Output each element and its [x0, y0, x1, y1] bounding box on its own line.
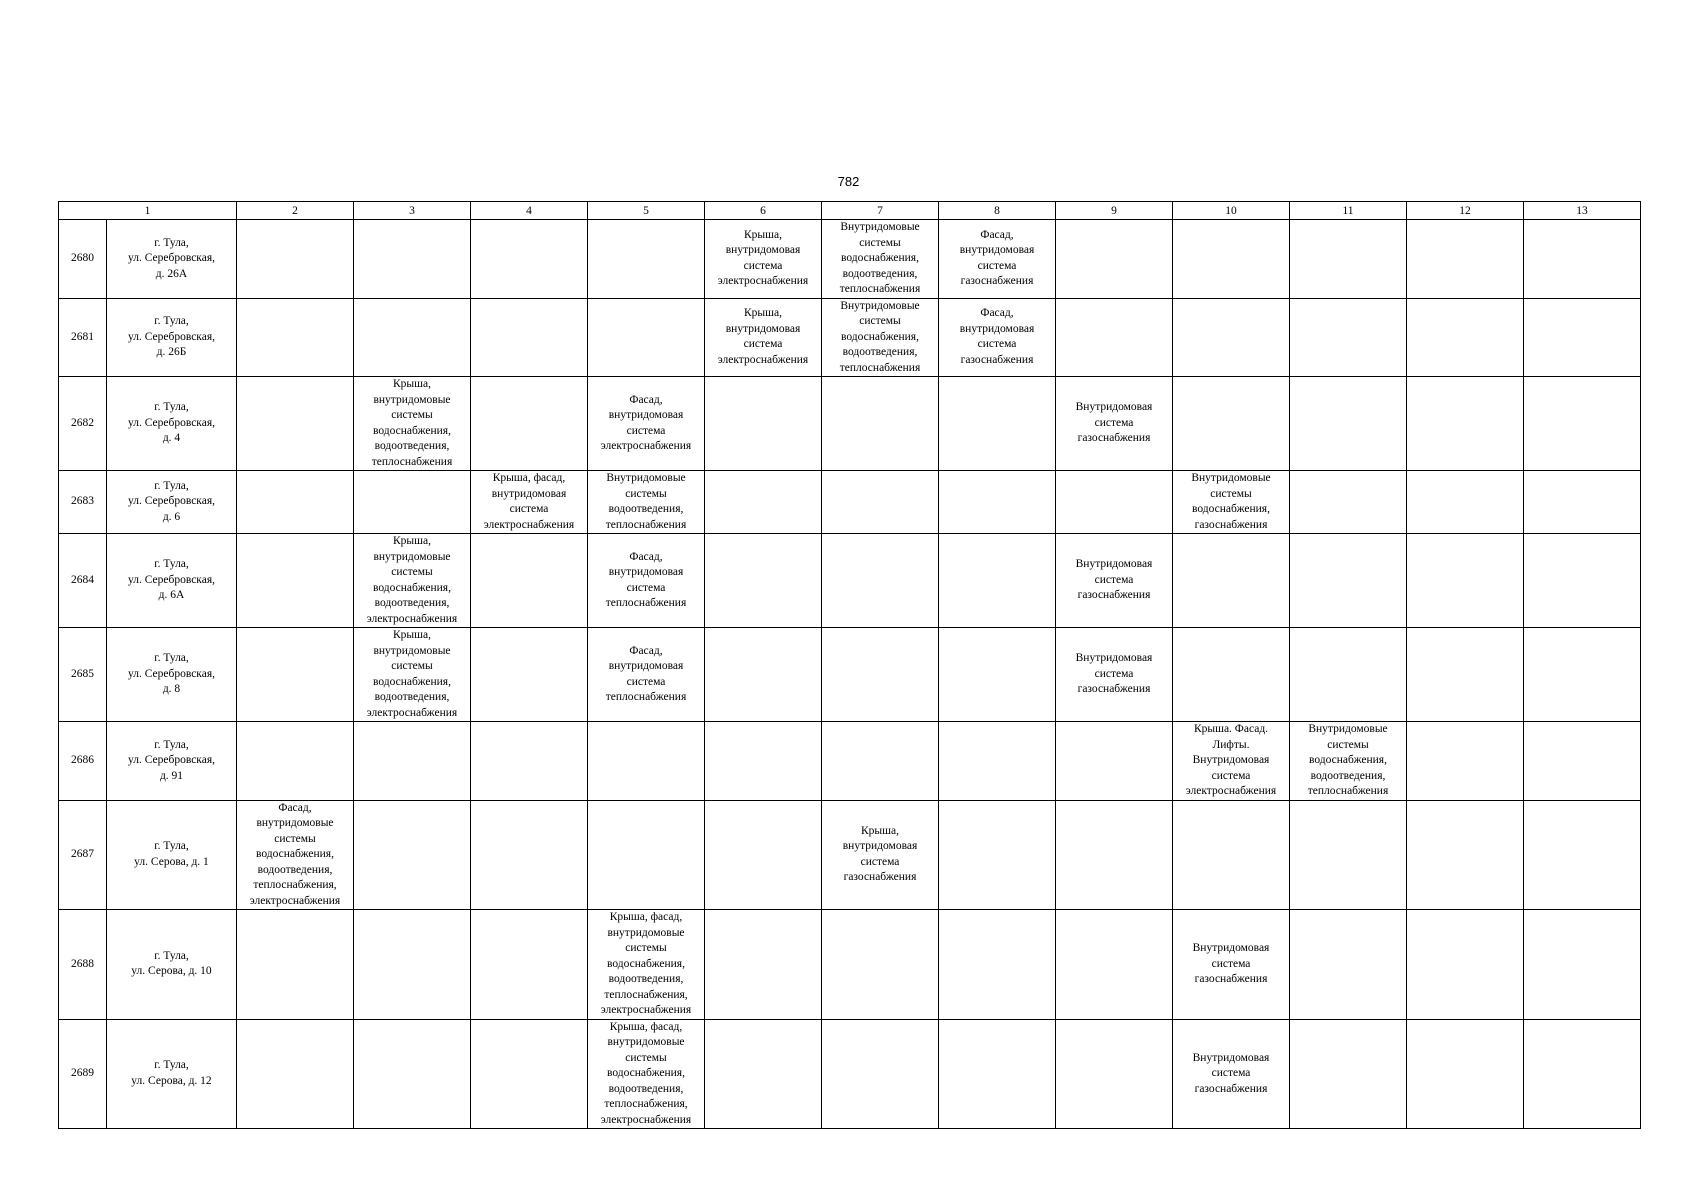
work-type-cell-col-2	[237, 722, 354, 801]
work-type-cell-col-5: Фасад, внутридомовая система теплоснабжения	[588, 628, 705, 722]
work-type-cell-col-6	[705, 910, 822, 1020]
address-cell: г. Тула, ул. Серебровская, д. 26Б	[107, 298, 237, 377]
work-type-cell-col-12	[1407, 298, 1524, 377]
column-header: 10	[1173, 202, 1290, 220]
work-type-cell-col-6	[705, 800, 822, 910]
schedule-table-container	[58, 201, 1641, 1129]
work-type-cell-col-2	[237, 1019, 354, 1129]
address-cell: г. Тула, ул. Серебровская, д. 4	[107, 377, 237, 471]
work-type-cell-col-2: Фасад, внутридомовые системы водоснабжения, водоотведения, теплоснабжения, электроснабжения	[237, 800, 354, 910]
page-number: 782	[837, 174, 860, 189]
column-header: 11	[1290, 202, 1407, 220]
column-header: 3	[354, 202, 471, 220]
work-type-cell-col-13	[1524, 298, 1641, 377]
work-type-cell-col-13	[1524, 220, 1641, 299]
work-type-cell-col-4	[471, 628, 588, 722]
header-row	[59, 202, 1641, 220]
work-type-cell-col-11	[1290, 534, 1407, 628]
work-type-cell-col-13	[1524, 471, 1641, 534]
column-header: 5	[588, 202, 705, 220]
work-type-cell-col-11	[1290, 800, 1407, 910]
work-type-cell-col-12	[1407, 534, 1524, 628]
work-type-cell-col-3: Крыша, внутридомовые системы водоснабжения, водоотведения, электроснабжения	[354, 534, 471, 628]
table-row	[59, 800, 1641, 910]
work-type-cell-col-7	[822, 910, 939, 1020]
work-type-cell-col-12	[1407, 1019, 1524, 1129]
work-type-cell-col-4	[471, 220, 588, 299]
column-header: 6	[705, 202, 822, 220]
work-type-cell-col-7	[822, 534, 939, 628]
table-body	[59, 220, 1641, 1129]
work-type-cell-col-2	[237, 471, 354, 534]
work-type-cell-col-7	[822, 1019, 939, 1129]
work-type-cell-col-10	[1173, 628, 1290, 722]
work-type-cell-col-3	[354, 800, 471, 910]
address-cell: г. Тула, ул. Серова, д. 1	[107, 800, 237, 910]
address-cell: г. Тула, ул. Серебровская, д. 91	[107, 722, 237, 801]
work-type-cell-col-11	[1290, 1019, 1407, 1129]
row-number-cell: 2688	[59, 910, 107, 1020]
work-type-cell-col-6	[705, 722, 822, 801]
work-type-cell-col-5	[588, 722, 705, 801]
work-type-cell-col-2	[237, 534, 354, 628]
work-type-cell-col-7	[822, 628, 939, 722]
row-number-cell: 2687	[59, 800, 107, 910]
work-type-cell-col-3	[354, 1019, 471, 1129]
work-type-cell-col-9	[1056, 298, 1173, 377]
column-header: 13	[1524, 202, 1641, 220]
work-type-cell-col-10: Внутридомовая система газоснабжения	[1173, 910, 1290, 1020]
work-type-cell-col-5: Фасад, внутридомовая система электроснабжения	[588, 377, 705, 471]
work-type-cell-col-11	[1290, 298, 1407, 377]
work-type-cell-col-2	[237, 910, 354, 1020]
column-header: 8	[939, 202, 1056, 220]
work-type-cell-col-7: Внутридомовые системы водоснабжения, водоотведения, теплоснабжения	[822, 220, 939, 299]
column-header: 2	[237, 202, 354, 220]
work-type-cell-col-5	[588, 800, 705, 910]
work-type-cell-col-9	[1056, 722, 1173, 801]
address-cell: г. Тула, ул. Серебровская, д. 26А	[107, 220, 237, 299]
work-type-cell-col-3	[354, 471, 471, 534]
work-type-cell-col-13	[1524, 910, 1641, 1020]
work-type-cell-col-11	[1290, 220, 1407, 299]
work-type-cell-col-12	[1407, 722, 1524, 801]
work-type-cell-col-12	[1407, 471, 1524, 534]
work-type-cell-col-9	[1056, 220, 1173, 299]
work-type-cell-col-9: Внутридомовая система газоснабжения	[1056, 628, 1173, 722]
work-type-cell-col-9	[1056, 1019, 1173, 1129]
work-type-cell-col-5	[588, 220, 705, 299]
table-row	[59, 722, 1641, 801]
work-type-cell-col-10	[1173, 534, 1290, 628]
work-type-cell-col-8: Фасад, внутридомовая система газоснабжения	[939, 220, 1056, 299]
table-row	[59, 298, 1641, 377]
row-number-cell: 2681	[59, 298, 107, 377]
table-row	[59, 910, 1641, 1020]
work-type-cell-col-5	[588, 298, 705, 377]
row-number-cell: 2682	[59, 377, 107, 471]
address-cell: г. Тула, ул. Серебровская, д. 6	[107, 471, 237, 534]
work-type-cell-col-5: Фасад, внутридомовая система теплоснабжения	[588, 534, 705, 628]
column-header: 9	[1056, 202, 1173, 220]
work-type-cell-col-11	[1290, 628, 1407, 722]
work-type-cell-col-10: Крыша. Фасад. Лифты. Внутридомовая система электроснабжения	[1173, 722, 1290, 801]
column-header: 7	[822, 202, 939, 220]
work-type-cell-col-11	[1290, 377, 1407, 471]
row-number-cell: 2680	[59, 220, 107, 299]
work-type-cell-col-5: Крыша, фасад, внутридомовые системы водоснабжения, водоотведения, теплоснабжения, электроснабжения	[588, 910, 705, 1020]
row-number-cell: 2689	[59, 1019, 107, 1129]
work-type-cell-col-11: Внутридомовые системы водоснабжения, водоотведения, теплоснабжения	[1290, 722, 1407, 801]
work-type-cell-col-7	[822, 722, 939, 801]
column-header: 4	[471, 202, 588, 220]
work-type-cell-col-9	[1056, 471, 1173, 534]
work-type-cell-col-13	[1524, 722, 1641, 801]
work-type-cell-col-12	[1407, 220, 1524, 299]
work-type-cell-col-6	[705, 1019, 822, 1129]
work-type-cell-col-5: Внутридомовые системы водоотведения, теплоснабжения	[588, 471, 705, 534]
work-type-cell-col-10	[1173, 800, 1290, 910]
work-type-cell-col-7: Внутридомовые системы водоснабжения, водоотведения, теплоснабжения	[822, 298, 939, 377]
work-type-cell-col-4	[471, 910, 588, 1020]
work-type-cell-col-13	[1524, 1019, 1641, 1129]
work-type-cell-col-8	[939, 628, 1056, 722]
row-number-cell: 2686	[59, 722, 107, 801]
work-type-cell-col-5: Крыша, фасад, внутридомовые системы водоснабжения, водоотведения, теплоснабжения, электроснабжения	[588, 1019, 705, 1129]
work-type-cell-col-8	[939, 534, 1056, 628]
work-type-cell-col-8	[939, 471, 1056, 534]
work-type-cell-col-6	[705, 628, 822, 722]
work-type-cell-col-13	[1524, 800, 1641, 910]
work-type-cell-col-6	[705, 377, 822, 471]
address-cell: г. Тула, ул. Серова, д. 12	[107, 1019, 237, 1129]
table-row	[59, 220, 1641, 299]
work-type-cell-col-12	[1407, 910, 1524, 1020]
work-type-cell-col-2	[237, 220, 354, 299]
column-header: 12	[1407, 202, 1524, 220]
work-type-cell-col-6: Крыша, внутридомовая система электроснабжения	[705, 298, 822, 377]
work-type-cell-col-9: Внутридомовая система газоснабжения	[1056, 377, 1173, 471]
work-type-cell-col-3	[354, 298, 471, 377]
work-type-cell-col-8	[939, 377, 1056, 471]
work-type-cell-col-9: Внутридомовая система газоснабжения	[1056, 534, 1173, 628]
work-type-cell-col-3	[354, 220, 471, 299]
work-type-cell-col-8	[939, 910, 1056, 1020]
table-row	[59, 628, 1641, 722]
work-type-cell-col-6: Крыша, внутридомовая система электроснабжения	[705, 220, 822, 299]
row-number-cell: 2683	[59, 471, 107, 534]
address-cell: г. Тула, ул. Серова, д. 10	[107, 910, 237, 1020]
work-type-cell-col-2	[237, 628, 354, 722]
work-type-cell-col-9	[1056, 800, 1173, 910]
table-row	[59, 1019, 1641, 1129]
work-type-cell-col-4	[471, 722, 588, 801]
work-type-cell-col-6	[705, 534, 822, 628]
work-type-cell-col-10: Внутридомовая система газоснабжения	[1173, 1019, 1290, 1129]
work-type-cell-col-11	[1290, 910, 1407, 1020]
work-type-cell-col-10	[1173, 377, 1290, 471]
work-type-cell-col-2	[237, 377, 354, 471]
work-type-cell-col-12	[1407, 628, 1524, 722]
work-type-cell-col-4	[471, 534, 588, 628]
work-type-cell-col-10	[1173, 298, 1290, 377]
work-type-cell-col-3: Крыша, внутридомовые системы водоснабжения, водоотведения, электроснабжения	[354, 628, 471, 722]
column-header: 1	[59, 202, 237, 220]
work-type-cell-col-8	[939, 722, 1056, 801]
work-type-cell-col-3: Крыша, внутридомовые системы водоснабжения, водоотведения, теплоснабжения	[354, 377, 471, 471]
address-cell: г. Тула, ул. Серебровская, д. 8	[107, 628, 237, 722]
work-type-cell-col-7: Крыша, внутридомовая система газоснабжения	[822, 800, 939, 910]
work-type-cell-col-2	[237, 298, 354, 377]
work-type-cell-col-4	[471, 298, 588, 377]
work-type-cell-col-6	[705, 471, 822, 534]
table-row	[59, 377, 1641, 471]
table-row	[59, 471, 1641, 534]
work-type-cell-col-4: Крыша, фасад, внутридомовая система электроснабжения	[471, 471, 588, 534]
work-type-cell-col-8	[939, 800, 1056, 910]
row-number-cell: 2684	[59, 534, 107, 628]
work-type-cell-col-9	[1056, 910, 1173, 1020]
work-type-cell-col-8	[939, 1019, 1056, 1129]
work-type-cell-col-10	[1173, 220, 1290, 299]
work-type-cell-col-3	[354, 722, 471, 801]
work-type-cell-col-10: Внутридомовые системы водоснабжения, газоснабжения	[1173, 471, 1290, 534]
schedule-table	[58, 201, 1641, 1129]
work-type-cell-col-4	[471, 800, 588, 910]
work-type-cell-col-11	[1290, 471, 1407, 534]
row-number-cell: 2685	[59, 628, 107, 722]
work-type-cell-col-4	[471, 377, 588, 471]
work-type-cell-col-7	[822, 471, 939, 534]
address-cell: г. Тула, ул. Серебровская, д. 6А	[107, 534, 237, 628]
work-type-cell-col-12	[1407, 800, 1524, 910]
work-type-cell-col-13	[1524, 377, 1641, 471]
work-type-cell-col-13	[1524, 534, 1641, 628]
work-type-cell-col-8: Фасад, внутридомовая система газоснабжения	[939, 298, 1056, 377]
table-row	[59, 534, 1641, 628]
work-type-cell-col-3	[354, 910, 471, 1020]
work-type-cell-col-4	[471, 1019, 588, 1129]
work-type-cell-col-13	[1524, 628, 1641, 722]
work-type-cell-col-7	[822, 377, 939, 471]
work-type-cell-col-12	[1407, 377, 1524, 471]
